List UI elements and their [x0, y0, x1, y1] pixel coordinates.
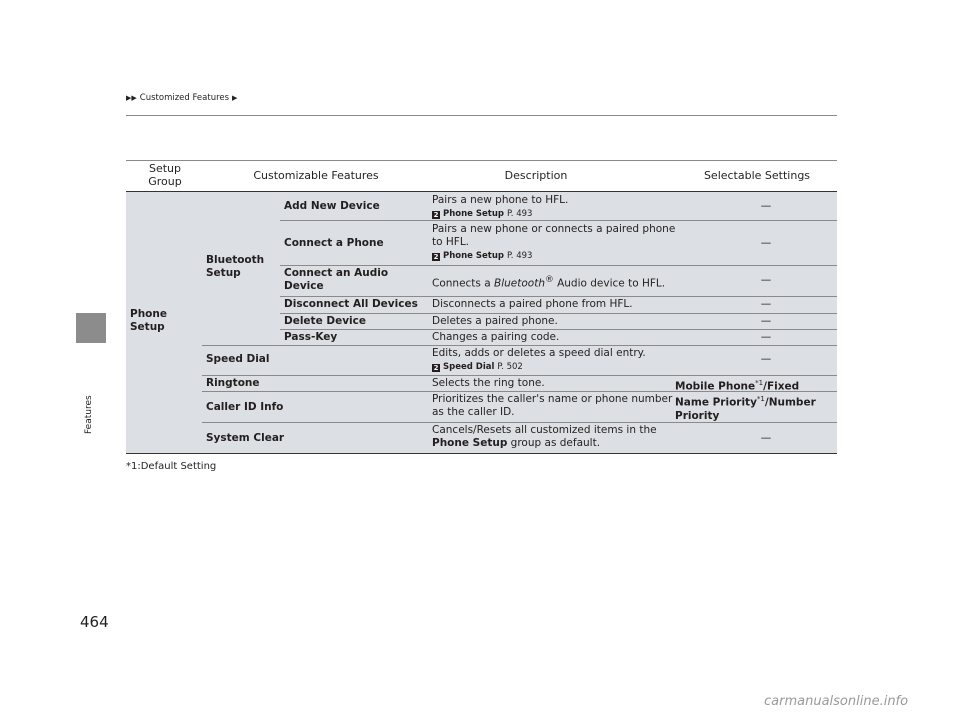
table-row-setting: — [760, 200, 772, 212]
table-row-setting: — [760, 274, 772, 286]
setting-option: /Fixed [763, 380, 800, 393]
table-row-setting [675, 377, 835, 394]
table-row-feature: Speed Dial [206, 353, 270, 365]
ref-label: Speed Dial [443, 362, 495, 372]
ref-label: Phone Setup [443, 209, 504, 219]
table-row-feature: Ringtone [206, 377, 260, 389]
table-row-description [432, 194, 677, 221]
table-row-description: Selects the ring tone. [432, 377, 545, 389]
footnote-marker: *1 [755, 379, 764, 387]
customized-features-table [126, 160, 837, 454]
cross-reference-link[interactable] [432, 250, 677, 263]
breadcrumb-arrow-icon: ▶ [232, 94, 238, 102]
column-header-setup-group: Setup Group [148, 162, 182, 188]
breadcrumb [126, 93, 237, 103]
column-header-description: Description [504, 169, 568, 182]
footnote: *1:Default Setting [126, 461, 217, 472]
table-row-feature: Connect a Phone [284, 237, 384, 249]
ref-page: P. 493 [506, 251, 533, 261]
row-divider [202, 345, 837, 346]
table-row-description [432, 223, 677, 263]
header-divider [126, 115, 837, 116]
table-row-feature: Disconnect All Devices [284, 298, 418, 310]
table-bottom-rule [126, 453, 837, 454]
table-row-description [432, 424, 677, 450]
breadcrumb-label[interactable]: Customized Features [139, 93, 230, 103]
cross-reference-link[interactable] [432, 361, 677, 374]
description-text: Audio device to HFL. [553, 277, 666, 290]
description-text: Pairs a new phone to HFL. [432, 194, 569, 206]
reference-arrow-icon: 2 [433, 252, 439, 261]
breadcrumb-arrow-icon: ▶▶ [126, 94, 137, 102]
description-text: Edits, adds or deletes a speed dial entry. [432, 347, 646, 359]
table-row-description: Changes a pairing code. [432, 331, 560, 343]
table-row-setting: — [760, 432, 772, 444]
table-row-description [432, 347, 677, 374]
bluetooth-term: Bluetooth [494, 277, 545, 290]
table-row-feature: System Clear [206, 432, 285, 444]
cross-reference-link[interactable] [432, 208, 677, 221]
description-text: Pairs a new phone or connects a paired phone to HFL. [432, 223, 676, 248]
table-row-description [432, 274, 677, 291]
column-header-settings: Selectable Settings [703, 169, 811, 182]
row-divider [280, 296, 837, 297]
chapter-tab-marker [76, 313, 106, 343]
row-divider [202, 375, 837, 376]
row-divider [280, 265, 837, 266]
table-row-description: Prioritizes the caller's name or phone number as the caller ID. [432, 393, 673, 418]
table-row-feature: Delete Device [284, 315, 366, 327]
description-text: Connects a [432, 277, 494, 290]
table-row-feature: Pass-Key [284, 331, 338, 343]
row-divider [280, 329, 837, 330]
table-row-feature: Caller ID Info [206, 401, 284, 413]
table-row-setting: — [760, 315, 772, 327]
watermark: carmanualsonline.info [764, 694, 909, 709]
description-text: Cancels/Resets all customized items in the [432, 424, 657, 436]
table-row-feature: Connect an Audio Device [284, 267, 389, 292]
table-row-setting: — [760, 353, 772, 365]
table-row-feature: Add New Device [284, 200, 380, 212]
table-row-description: Deletes a paired phone. [432, 315, 558, 327]
setting-default: Name Priority [675, 396, 757, 409]
ref-page: P. 493 [506, 209, 533, 219]
reference-arrow-icon: 2 [433, 363, 439, 372]
footnote-marker: *1 [756, 395, 765, 403]
table-row-description: Disconnects a paired phone from HFL. [432, 298, 633, 310]
table-row-setting: — [760, 331, 772, 343]
description-text: group as default. [507, 437, 601, 449]
table-row-setting [675, 393, 835, 423]
reference-arrow-icon: 2 [433, 210, 439, 219]
phone-setup-term: Phone Setup [432, 437, 508, 449]
ref-page: P. 502 [497, 362, 523, 372]
setting-option: /Number Priority [675, 396, 816, 422]
setup-group-label: Phone Setup [130, 308, 167, 333]
setting-default: Mobile Phone [675, 380, 756, 393]
page-number: 464 [80, 613, 109, 631]
sidebar-chapter-label: Features [84, 395, 94, 434]
subgroup-label: Bluetooth Setup [206, 254, 265, 279]
table-row-setting: — [760, 298, 772, 310]
table-top-rule [126, 160, 837, 161]
column-header-features: Customizable Features [253, 169, 379, 182]
registered-mark: ® [544, 275, 554, 285]
table-row-setting: — [760, 237, 772, 249]
row-divider [280, 313, 837, 314]
ref-label: Phone Setup [443, 251, 504, 261]
